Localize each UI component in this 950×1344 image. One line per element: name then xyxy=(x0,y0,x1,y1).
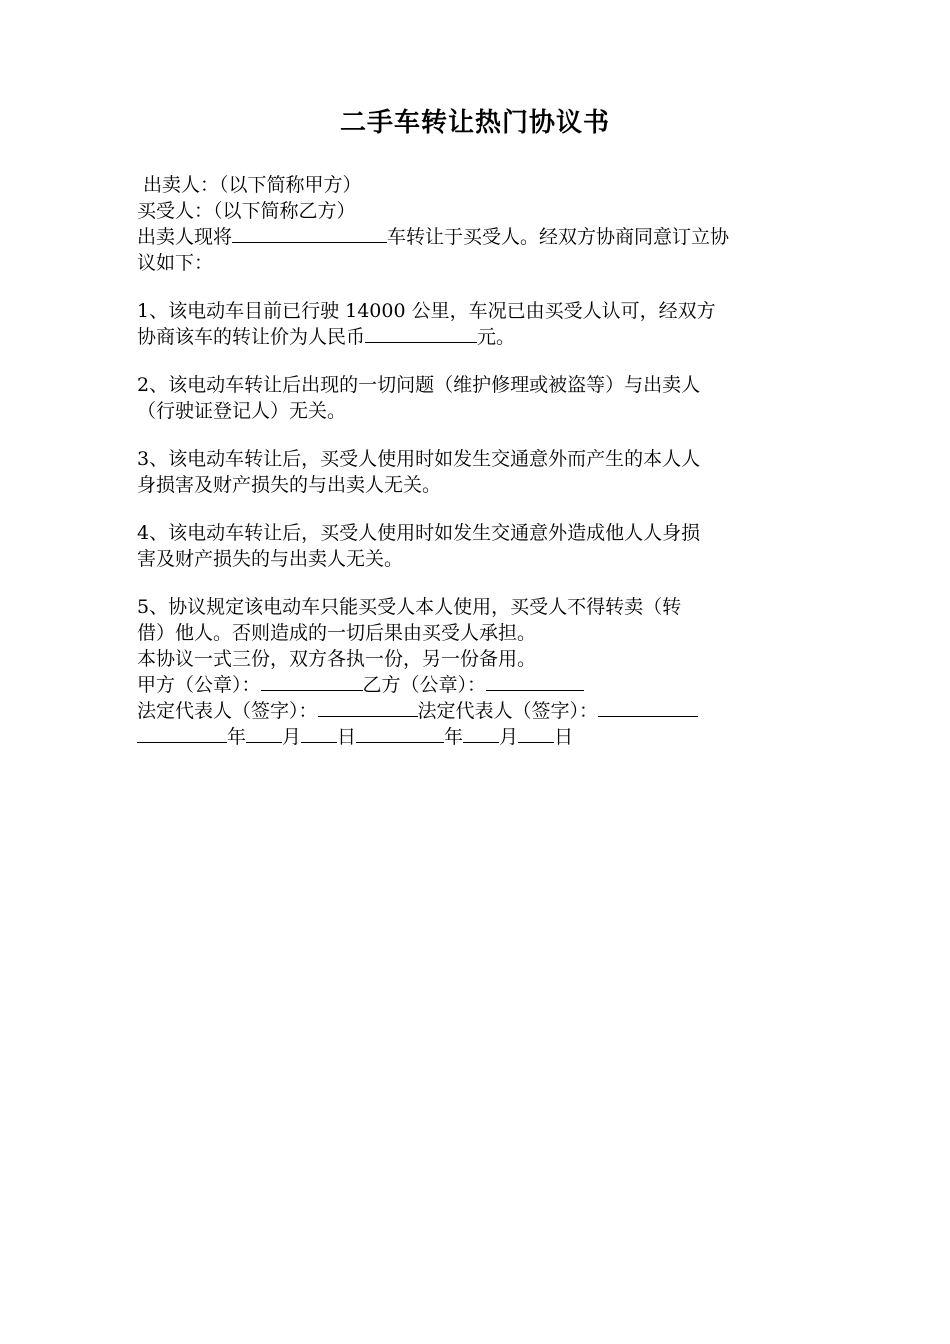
clause-4-line-2: 害及财产损失的与出卖人无关。 xyxy=(137,548,404,570)
party-b-seal-blank xyxy=(486,672,584,691)
day-label: 日 xyxy=(554,726,574,748)
intro-pre: 出卖人现将 xyxy=(137,226,233,248)
day-label: 日 xyxy=(337,726,357,748)
clause-4-line-1: 4、该电动车转让后，买受人使用时如发生交通意外造成他人人身损 xyxy=(137,522,701,544)
document-title: 二手车转让热门协议书 xyxy=(339,108,610,138)
seller-line: 出卖人：（以下简称甲方） xyxy=(143,174,362,196)
document-body xyxy=(137,172,817,750)
party-b-seal-label: 乙方（公章）： xyxy=(362,674,487,696)
party-a-seal-label: 甲方（公章）： xyxy=(137,674,261,696)
party-a-year-blank xyxy=(137,724,227,743)
spacer xyxy=(137,350,817,372)
spacer xyxy=(137,498,817,520)
intro-line xyxy=(137,224,817,250)
clause-3-line-2: 身损害及财产损失的与出卖人无关。 xyxy=(137,474,442,496)
clause-1-line-1: 1、该电动车目前已行驶 14000 公里，车况已由买受人认可，经双方 xyxy=(137,300,716,322)
signature-line xyxy=(137,698,817,724)
copies-line: 本协议一式三份，双方各执一份，另一份备用。 xyxy=(137,648,537,670)
year-label: 年 xyxy=(227,726,247,748)
party-b-rep-blank xyxy=(598,698,698,717)
year-label: 年 xyxy=(444,726,464,748)
party-b-day-blank xyxy=(518,724,554,743)
clause-1-pre: 协商该车的转让价为人民币 xyxy=(137,326,366,348)
month-label: 月 xyxy=(499,726,519,748)
seal-line xyxy=(137,672,817,698)
clause-5-line-2: 借）他人。否则造成的一切后果由买受人承担。 xyxy=(137,622,537,644)
clause-1-line-2 xyxy=(137,324,817,350)
clause-5-line-1: 5、协议规定该电动车只能买受人本人使用，买受人不得转卖（转 xyxy=(137,596,682,618)
party-a-rep-blank xyxy=(318,698,418,717)
buyer-line: 买受人：（以下简称乙方） xyxy=(137,200,356,222)
intro-post: 车转让于买受人。经双方协商同意订立协 xyxy=(387,226,730,248)
party-a-month-blank xyxy=(246,724,282,743)
vehicle-blank xyxy=(232,224,387,243)
price-blank xyxy=(365,324,477,343)
date-line xyxy=(137,724,817,750)
month-label: 月 xyxy=(282,726,302,748)
spacer xyxy=(137,276,817,298)
party-a-rep-label: 法定代表人（签字）： xyxy=(137,700,318,722)
clause-2-line-1: 2、该电动车转让后出现的一切问题（维护修理或被盗等）与出卖人 xyxy=(137,374,701,396)
spacer xyxy=(137,424,817,446)
spacer xyxy=(137,572,817,594)
party-a-day-blank xyxy=(301,724,337,743)
party-b-year-blank xyxy=(356,724,444,743)
party-a-seal-blank xyxy=(261,672,363,691)
intro-cont: 议如下： xyxy=(137,252,214,274)
party-b-rep-label: 法定代表人（签字）： xyxy=(417,700,599,722)
party-b-month-blank xyxy=(463,724,499,743)
clause-1-post: 元。 xyxy=(477,326,516,348)
clause-2-line-2: （行驶证登记人）无关。 xyxy=(137,400,347,422)
clause-3-line-1: 3、该电动车转让后，买受人使用时如发生交通意外而产生的本人人 xyxy=(137,448,701,470)
